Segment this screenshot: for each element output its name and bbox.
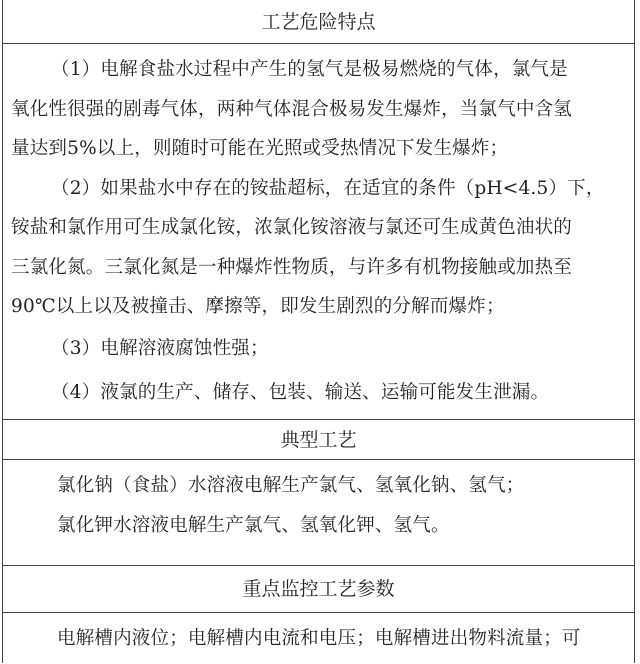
paragraph-line: 电解槽内液位；电解槽内电流和电压；电解槽进出物料流量；可 bbox=[57, 628, 581, 649]
paragraph-line: （4）液氯的生产、储存、包装、输送、运输可能发生泄漏。 bbox=[51, 381, 550, 403]
section-title: 工艺危险特点 bbox=[261, 11, 376, 33]
section-header-monitoring-parameters bbox=[3, 566, 634, 613]
typical-process-body bbox=[3, 460, 634, 566]
paragraph-line: 三氯化氮。三氯化氮是一种爆炸性物质，与许多有机物接触或加热至 bbox=[11, 256, 573, 278]
process-hazard-table bbox=[2, 0, 635, 663]
paragraph-line: 90℃以上以及被撞击、摩擦等，即发生剧烈的分解而爆炸； bbox=[11, 296, 505, 317]
paragraph-line: 量达到5%以上，则随时可能在光照或受热情况下发生爆炸； bbox=[11, 138, 509, 159]
paragraph-line: （1）电解食盐水过程中产生的氢气是极易燃烧的气体，氯气是 bbox=[51, 59, 568, 80]
section-header-hazard-characteristics bbox=[3, 0, 634, 44]
paragraph-line: 氯化钠（食盐）水溶液电解生产氯气、氢氧化钠、氢气； bbox=[57, 475, 525, 496]
monitoring-parameters-body bbox=[3, 613, 634, 659]
section-header-typical-process bbox=[3, 420, 634, 460]
paragraph-line: （2）如果盐水中存在的铵盐超标，在适宜的条件（pH<4.5）下， bbox=[51, 177, 605, 199]
paragraph-line: 铵盐和氯作用可生成氯化铵，浓氯化铵溶液与氯还可生成黄色油状的 bbox=[11, 217, 573, 238]
paragraph-line: 氧化性很强的剧毒气体，两种气体混合极易发生爆炸，当氯气中含氢 bbox=[11, 98, 573, 120]
section-title: 重点监控工艺参数 bbox=[242, 578, 395, 600]
hazard-characteristics-body bbox=[3, 44, 634, 420]
section-title: 典型工艺 bbox=[280, 429, 357, 451]
paragraph-line: 氯化钾水溶液电解生产氯气、氢氧化钾、氢气。 bbox=[57, 514, 450, 536]
paragraph-line: （3）电解溶液腐蚀性强； bbox=[51, 337, 269, 359]
